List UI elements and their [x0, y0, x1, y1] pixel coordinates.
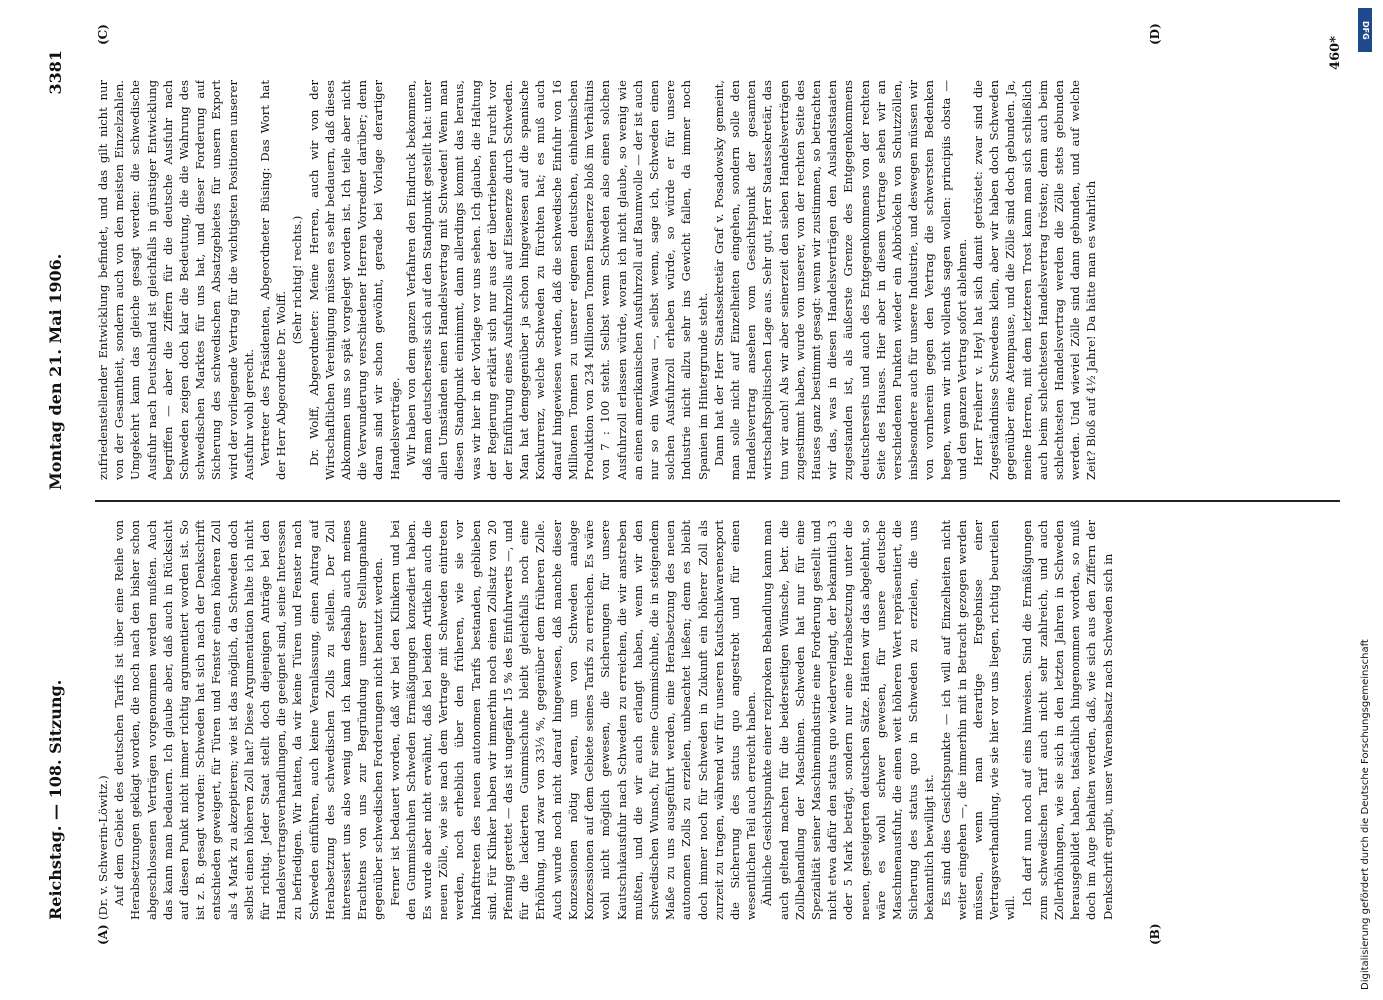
margin-marker-d: (D) — [1148, 23, 1162, 45]
running-head-date: Montag den 21. Mai 1906. — [46, 253, 65, 490]
paragraph: Ähnliche Gesichtspunkte einer reziproken Behandlung kann man auch geltend machen für die beiderseitigen Wünsche, betr. die Zollbehandlung der Maschinen. Schweden hat nur für eine Spezialität seiner Maschinenindustrie eine Forderung gestellt und nicht etwa dafür den status quo wiederverlangt, der bekanntlich 3 oder 5 Mark beträgt, sondern nur eine Herabsetzung unter die neuen, gesteigerten deutschen Sätze. Hätten wir das abgelehnt, so wäre es wohl schwer gewesen, für unsere deutsche Maschinenausfuhr, die einen weit höheren Wert repräsentiert, die Sicherung des status quo in Schweden zu erzielen, die uns bekanntlich bewilligt ist. — [760, 520, 937, 920]
margin-marker-a: (A) — [96, 924, 110, 945]
page-header — [40, 40, 80, 960]
footer-signature: 460* — [1328, 36, 1343, 70]
running-head-left: Reichstag. — 108. Sitzung. — [46, 679, 65, 920]
paragraph: Vertreter des Präsidenten, Abgeordneter Büsing: Das Wort hat der Herr Abgeordnete Dr. Wolff. — [258, 80, 289, 480]
right-column — [95, 80, 1345, 480]
interjection: (Sehr richtig! rechts.) — [290, 215, 305, 345]
column-divider — [95, 501, 1340, 503]
page-number: 3381 — [46, 50, 65, 95]
margin-marker-c: (C) — [96, 24, 110, 45]
paragraph: zufriedenstellender Entwicklung befindet, und das gilt nicht nur von der Gesamtheit, sondern auch von den meisten Einzelzahlen. Umgekehrt kann das gleiche gesagt werden: die schwedische Ausfuhr nach Deutschland ist gleichfalls in günstiger Entwicklung begriffen — aber die Ziffern für die deutsche Ausfuhr nach Schweden zeigen doch klar die Bedeutung, die die Wahrung des schwedischen Marktes für uns hat, und dieser Forderung auf Sicherung des schwedischen Absatzgebietes für unsern Export wird der vorliegende Vertrag für die wichtigsten Positionen unserer Ausfuhr wohl gerecht. — [96, 80, 256, 480]
paragraph: Wir haben von dem ganzen Verfahren den Eindruck bekommen, daß man deutscherseits sich auf den Standpunkt gestellt hat: unter allen Umständen einen Handelsvertrag mit Schweden! Wenn man diesen Standpunkt einnimmt, dann allerdings kommt das heraus, was wir hier in der Vorlage vor uns sehen. Ich glaube, die Haltung der Regierung erklärt sich nur aus der übertriebenen Furcht vor der Einführung eines Ausfuhrzolls auf Eisenerze durch Schweden. Man hat demgegenüber ja schon hingewiesen auf die spanische Konkurrenz, welche Schweden zu fürchten hat; es muß auch darauf hingewiesen werden, daß die schwedische Einfuhr von 16 Millionen Tonnen zu unserer eigenen deutschen, einheimischen Produktion von 234 Millionen Tonnen Eisenerze bloß im Verhältnis von 7 : 100 steht. Selbst wenn Schweden also einen solchen Ausfuhrzoll erlassen würde, woran ich nicht glaube, so wenig wie an einen amerikanischen Ausfuhrzoll auf Baumwolle — der ist auch nur so ein Wauwau —, selbst wenn, sage ich, Schweden einen solchen Ausfuhrzoll erheben würde, so würde er für unsere Industrie nicht allzu sehr ins Gewicht fallen, da immer noch Spanien im Hintergrunde steht. — [403, 80, 710, 480]
paragraph: Ferner ist bedauert worden, daß wir bei den Klinkern und bei den Gummischuhen Schweden Ermäßigungen konzediert haben. Es wurde aber nicht erwähnt, daß bei beiden Artikeln auch die neuen Zölle, wie sie nach dem Vertrage mit Schweden eintreten werden, noch erheblich über den früheren, wie sie vor Inkrafttreten des neuen autonomen Tarifs bestanden, geblieben sind. Für Klinker haben wir immerhin noch einen Zollsatz von 20 Pfennig gerettet — das ist ungefähr 15 % des Einfuhrwerts —, und für die lackierten Gummischuhe bleibt gleichfalls noch eine Erhöhung, und zwar von 33⅓ %, gegenüber dem früheren Zolle. Auch wurde noch nicht darauf hingewiesen, daß manche dieser Konzessionen nötig waren, um von Schweden analoge Konzessionen auf dem Gebiete seines Tarifs zu erreichen. Es wäre wohl nicht möglich gewesen, die Sicherungen für unsere Kautschukausfuhr nach Schweden zu erreichen, die wir anstreben mußten, und die wir auch erlangt haben, wenn wir den schwedischen Wunsch, für seine Gummischuhe, die in steigendem Maße zu uns ausgeführt werden, eine Herabsetzung des neuen autonomen Zolls zu erzielen, unbeachtet ließen; denn es bleibt doch immer noch für Schweden in Zukunft ein höherer Zoll als zurzeit zu tragen, während wir für unseren Kautschukwarenexport die Sicherung des status quo angestrebt und für einen wesentlichen Teil auch erreicht haben. — [387, 520, 759, 920]
paragraph: Auf dem Gebiet des deutschen Tarifs ist über eine Reihe von Herabsetzungen geklagt worden, die noch nach den bisher schon abgeschlossenen Verträgen vorgenommen werden mußten. Auch das kann man bedauern. Ich glaube aber, daß auch in Rücksicht auf diesen Punkt nicht immer richtig argumentiert worden ist. So ist z. B. gesagt worden: Schweden hat sich nach der Denkschrift entschieden geweigert, für Türen und Fenster einen höheren Zoll als 4 Mark zu akzeptieren; wie ist das möglich, da Schweden doch selbst einen höheren Zoll hat? Diese Argumentation halte ich nicht für richtig. Jeder Staat stellt doch diejenigen Anträge bei den Handelsvertragsverhandlungen, die geeignet sind, seine Interessen zu befriedigen. Wir hatten, da wir keine Türen und Fenster nach Schweden einführen, auch keine Veranlassung, einen Antrag auf Herabsetzung des schwedischen Zolls zu stellen. Der Zoll interessiert uns also wenig und ich kann deshalb auch meines Erachtens von uns zur Begründung unserer Stellungnahme gegenüber schwedischen Forderungen nicht benutzt werden. — [112, 520, 386, 920]
paragraph: Herr Freiherr v. Heyl hat sich damit getröstet: zwar sind die Zugeständnisse Schwedens klein, aber wir haben doch Schweden gegenüber eine Atempause, und die Zölle sind doch gebunden. Ja, meine Herren, mit dem letzteren Trost kann man sich schließlich auch beim schlechtesten Handelsvertrag trösten; denn auch beim schlechtesten Handelsvertrag werden die Zölle stets gebunden werden. Und wieviel Zölle sind dann gebunden, und auf welche Zeit? Bloß auf 4½ Jahre! Da hätte man es wahrlich — [970, 80, 1099, 480]
paragraph: Ich darf nun noch auf eins hinweisen. Sind die Ermäßigungen zum schwedischen Tarif auch nicht sehr zahlreich, und auch Zollerhöhungen, wie sie sich in den letzten Jahren in Schweden herausgebildet haben, tatsächlich hingenommen worden, so muß doch im Auge behalten werden, daß, wie sich aus den Ziffern der Denkschrift ergibt, unser Warenabsatz nach Schweden sich in — [1019, 520, 1115, 920]
paragraph: Dr. Wolff, Abgeordneter: Meine Herren, auch wir von der Wirtschaftlichen Vereinigung müssen es sehr bedauern, daß dieses Abkommen uns so spät vorgelegt worden ist. Ich teile aber nicht die Verwunderung verschiedener Herren Vorredner darüber; denn daran sind wir schon gewöhnt, gerade bei Vorlage derartiger Handelsverträge. — [306, 80, 402, 480]
left-column — [95, 520, 1345, 920]
speaker-note: (Dr. v. Schwerin-Löwitz.) — [96, 775, 110, 920]
dfg-logo: DFG — [1358, 8, 1372, 52]
margin-marker-b: (B) — [1148, 923, 1162, 945]
paragraph: Dann hat der Herr Staatssekretär Graf v. Posadowsky gemeint, man solle nicht auf Einzelheiten eingehen, sondern solle den Handelsvertrag ansehen vom Gesichtspunkt der gesamten wirtschaftspolitischen Lage aus. Sehr gut, Herr Staatssekretär, das tun wir auch! Als wir aber seinerzeit den sieben Handelsverträgen zugestimmt haben, wurde von unserer, von der rechten Seite des Hauses ganz bestimmt gesagt: wenn wir zustimmen, so betrachten wir das, was in diesen Handelsverträgen den Auslandsstaaten zugestanden ist, als äußerste Grenze des Entgegenkommens deutscherseits und auch des Entgegenkommens von der rechten Seite des Hauses. Hier aber in diesem Vertrage sehen wir an verschiedenen Punkten wieder ein Abbröckeln von Schutzzöllen, insbesondere auch für unsere Industrie, und deswegen müssen wir von vornherein gegen den Vertrag die schwersten Bedenken hegen, wenn wir nicht vollends sagen wollen: principiis obsta — und den ganzen Vertrag sofort ablehnen. — [711, 80, 969, 480]
paragraph: Es sind dies Gesichtspunkte — ich will auf Einzelheiten nicht weiter eingehen —, die immerhin mit in Betracht gezogen werden müssen, wenn man derartige Ergebnisse einer Vertragsverhandlung, wie sie hier vor uns liegen, richtig beurteilen will. — [938, 520, 1018, 920]
digitization-note: Digitalisierung gefördert durch die Deutsche Forschungsgemeinschaft — [1360, 639, 1371, 990]
